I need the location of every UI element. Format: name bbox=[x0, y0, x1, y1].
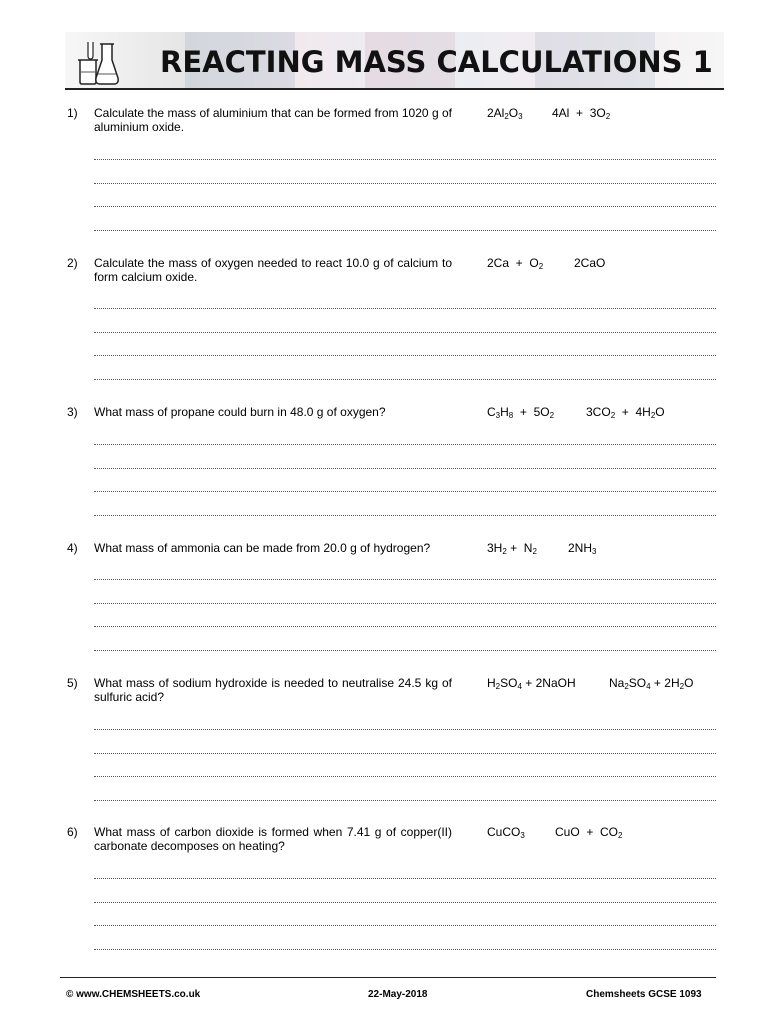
footer-reference: Chemsheets GCSE 1093 bbox=[586, 989, 702, 1000]
equation-products: CuO + $CO_2$ bbox=[555, 825, 623, 840]
answer-line bbox=[94, 206, 716, 207]
equation-products: $3CO_2 + 4H_2O$ bbox=[586, 405, 665, 420]
answer-line bbox=[94, 878, 716, 879]
equation-products: 2CaO bbox=[574, 256, 606, 270]
answer-line bbox=[94, 949, 716, 950]
question-number: 6) bbox=[67, 825, 78, 839]
header-divider bbox=[65, 88, 724, 90]
answer-line bbox=[94, 800, 716, 801]
answer-line bbox=[94, 902, 716, 903]
equation-reactants: $2Ca + O_2$ bbox=[487, 256, 544, 271]
question-text: What mass of propane could burn in 48.0 g of oxygen? bbox=[94, 405, 386, 419]
equation-reactants: $H_2SO_4$ + 2NaOH bbox=[487, 676, 576, 691]
answer-line bbox=[94, 776, 716, 777]
question-text: Calculate the mass of oxygen needed to react 10.0 g of calcium to form calcium oxide. bbox=[94, 256, 452, 284]
answer-line bbox=[94, 183, 716, 184]
answer-line bbox=[94, 468, 716, 469]
equation-reactants: $2Al_2O_3$ bbox=[487, 106, 523, 121]
equation-products: $2NH_3$ bbox=[568, 541, 597, 556]
answer-line bbox=[94, 603, 716, 604]
question-number: 1) bbox=[67, 106, 78, 120]
lab-glassware-icon bbox=[74, 38, 122, 86]
answer-line bbox=[94, 355, 716, 356]
answer-line bbox=[94, 230, 716, 231]
answer-line bbox=[94, 925, 716, 926]
footer-date: 22-May-2018 bbox=[368, 989, 428, 1000]
question-number: 2) bbox=[67, 256, 78, 270]
answer-line bbox=[94, 626, 716, 627]
page-title: REACTING MASS CALCULATIONS 1 bbox=[160, 45, 713, 79]
answer-line bbox=[94, 159, 716, 160]
answer-line bbox=[94, 332, 716, 333]
equation-products: $Na_2SO_4 + 2H_2O$ bbox=[609, 676, 694, 691]
question-text: What mass of carbon dioxide is formed when 7.41 g of copper(II) carbonate decomposes on heating? bbox=[94, 825, 452, 853]
answer-line bbox=[94, 650, 716, 651]
answer-line bbox=[94, 753, 716, 754]
equation-reactants: $C_3H_8 + 5O_2$ bbox=[487, 405, 555, 420]
answer-line bbox=[94, 729, 716, 730]
answer-line bbox=[94, 308, 716, 309]
answer-line bbox=[94, 491, 716, 492]
answer-line bbox=[94, 444, 716, 445]
question-text: What mass of ammonia can be made from 20.0 g of hydrogen? bbox=[94, 541, 431, 555]
question-text: Calculate the mass of aluminium that can be formed from 1020 g of aluminium oxide. bbox=[94, 106, 452, 134]
question-text: What mass of sodium hydroxide is needed to neutralise 24.5 kg of sulfuric acid? bbox=[94, 676, 452, 704]
equation-reactants: $3H_2 + N_2$ bbox=[487, 541, 537, 556]
footer-divider bbox=[60, 977, 716, 978]
answer-line bbox=[94, 515, 716, 516]
answer-line bbox=[94, 579, 716, 580]
question-number: 4) bbox=[67, 541, 78, 555]
equation-reactants: CuCO$_3$ bbox=[487, 825, 525, 840]
equation-products: $4Al + 3O_2$ bbox=[552, 106, 611, 121]
question-number: 5) bbox=[67, 676, 78, 690]
question-number: 3) bbox=[67, 405, 78, 419]
answer-line bbox=[94, 379, 716, 380]
footer-copyright: © www.CHEMSHEETS.co.uk bbox=[66, 989, 201, 1000]
